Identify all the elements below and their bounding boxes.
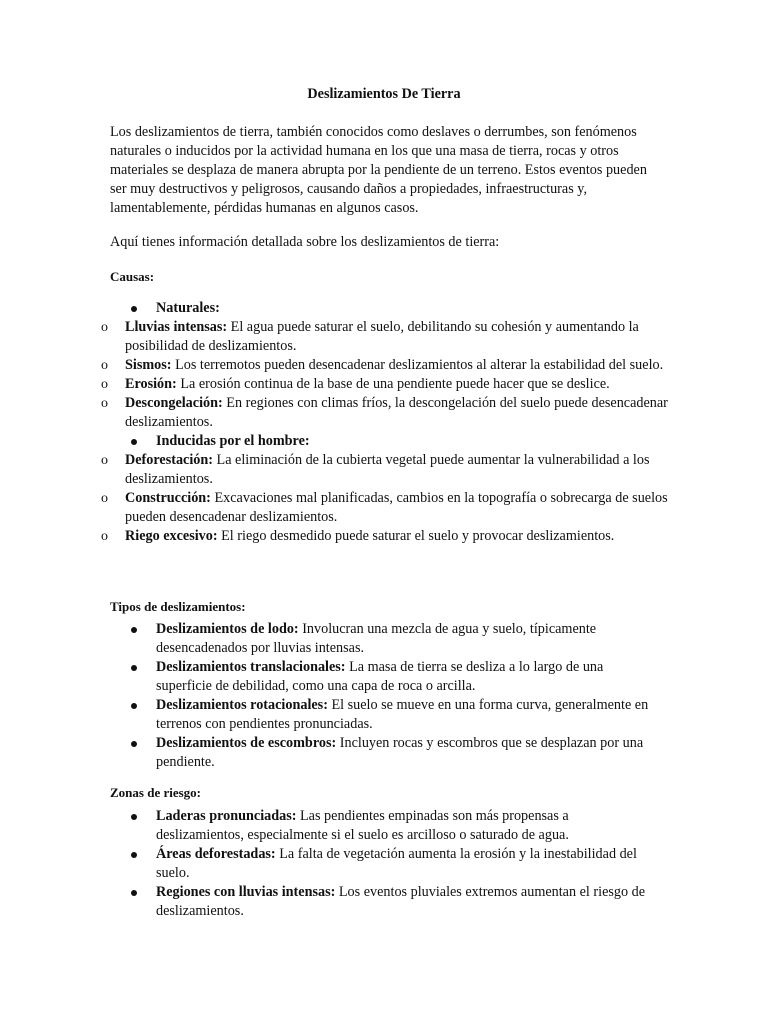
document-title: Deslizamientos De Tierra bbox=[307, 86, 461, 102]
item-term: Deslizamientos translacionales: bbox=[156, 659, 346, 675]
item-text: Las pendientes empinadas son más propensas a deslizamientos, especialmente si el suelo es arcilloso o saturado de agua. bbox=[156, 808, 569, 843]
item-term: Deslizamientos rotacionales: bbox=[156, 697, 328, 713]
bullet-disc-icon bbox=[131, 741, 137, 747]
naturales-label: Naturales: bbox=[156, 300, 220, 316]
list-item bbox=[0, 299, 670, 318]
item-term: Deslizamientos de escombros: bbox=[156, 735, 337, 751]
tipos-list bbox=[0, 620, 660, 772]
item-term: Regiones con lluvias intensas: bbox=[156, 884, 336, 900]
item-term: Lluvias intensas: bbox=[125, 319, 228, 335]
list-item bbox=[0, 432, 670, 451]
item-text: El riego desmedido puede saturar el suelo y provocar deslizamientos. bbox=[217, 528, 615, 544]
list-item bbox=[0, 845, 660, 883]
item-text: Los terremotos pueden desencadenar deslizamientos al alterar la estabilidad del suelo. bbox=[171, 357, 664, 373]
list-item bbox=[0, 734, 660, 772]
item-text: En regiones con climas fríos, la descongelación del suelo puede desencadenar deslizamientos. bbox=[125, 395, 668, 430]
item-term: Riego excesivo: bbox=[125, 528, 218, 544]
list-item bbox=[0, 883, 660, 921]
list-item bbox=[0, 696, 660, 734]
bullet-disc-icon bbox=[131, 665, 137, 671]
bullet-disc-icon bbox=[131, 814, 137, 820]
item-term: Sismos: bbox=[125, 357, 172, 373]
bullet-disc-icon bbox=[131, 852, 137, 858]
causas-heading: Causas: bbox=[110, 269, 155, 284]
item-term: Erosión: bbox=[125, 376, 177, 392]
item-term: Laderas pronunciadas: bbox=[156, 808, 297, 824]
lead-paragraph: Aquí tienes información detallada sobre los deslizamientos de tierra: bbox=[110, 234, 500, 250]
bullet-disc-icon bbox=[131, 890, 137, 896]
bullet-disc-icon bbox=[131, 703, 137, 709]
item-term: Construcción: bbox=[125, 490, 211, 506]
list-item bbox=[0, 318, 670, 356]
item-text: La eliminación de la cubierta vegetal puede aumentar la vulnerabilidad a los deslizamientos. bbox=[125, 452, 650, 487]
item-text: Involucran una mezcla de agua y suelo, típicamente desencadenados por lluvias intensas. bbox=[156, 621, 597, 656]
list-item bbox=[0, 489, 670, 527]
bullet-disc-icon bbox=[131, 627, 137, 633]
bullet-disc-icon bbox=[131, 439, 137, 445]
bullet-circle-icon: o bbox=[101, 377, 108, 392]
bullet-circle-icon: o bbox=[101, 529, 108, 544]
bullet-circle-icon: o bbox=[101, 491, 108, 506]
intro-paragraph: Los deslizamientos de tierra, también conocidos como deslaves o derrumbes, son fenómenos naturales o inducidos por la actividad humana en los que una masa de tierra, rocas y otros materiales se desplaza de manera abrupta por la pendiente de un terreno. Estos eventos pueden ser muy destructivos y peligrosos, causando daños a propiedades, infraestructuras y, lamentablemente, pérdidas humanas en algunos casos. bbox=[110, 124, 647, 216]
list-item bbox=[0, 620, 660, 658]
bullet-disc-icon bbox=[131, 306, 137, 312]
item-term: Áreas deforestadas: bbox=[156, 846, 276, 862]
list-item bbox=[0, 375, 670, 394]
bullet-circle-icon: o bbox=[101, 358, 108, 373]
bullet-circle-icon: o bbox=[101, 396, 108, 411]
item-text: El agua puede saturar el suelo, debilitando su cohesión y aumentando la posibilidad de deslizamientos. bbox=[125, 319, 639, 354]
causas-list bbox=[0, 299, 670, 546]
inducidas-label: Inducidas por el hombre: bbox=[156, 433, 310, 449]
list-item bbox=[0, 394, 670, 432]
list-item bbox=[0, 356, 670, 375]
list-item bbox=[0, 451, 670, 489]
list-item bbox=[0, 807, 660, 845]
zonas-list bbox=[0, 807, 660, 921]
item-text: Los eventos pluviales extremos aumentan el riesgo de deslizamientos. bbox=[156, 884, 646, 919]
zonas-heading: Zonas de riesgo: bbox=[110, 785, 201, 800]
list-item bbox=[0, 658, 660, 696]
tipos-heading: Tipos de deslizamientos: bbox=[110, 599, 246, 614]
item-term: Deforestación: bbox=[125, 452, 213, 468]
item-text: El suelo se mueve en una forma curva, generalmente en terrenos con pendientes pronunciadas. bbox=[156, 697, 649, 732]
item-text: La masa de tierra se desliza a lo largo de una superficie de debilidad, como una capa de roca o arcilla. bbox=[156, 659, 604, 694]
list-item bbox=[0, 527, 670, 546]
bullet-circle-icon: o bbox=[101, 453, 108, 468]
item-term: Deslizamientos de lodo: bbox=[156, 621, 299, 637]
item-text: Incluyen rocas y escombros que se desplazan por una pendiente. bbox=[156, 735, 644, 770]
item-text: Excavaciones mal planificadas, cambios en la topografía o sobrecarga de suelos pueden desencadenar deslizamientos. bbox=[125, 490, 668, 525]
item-text: La erosión continua de la base de una pendiente puede hacer que se deslice. bbox=[176, 376, 610, 392]
item-term: Descongelación: bbox=[125, 395, 223, 411]
bullet-circle-icon: o bbox=[101, 320, 108, 335]
item-text: La falta de vegetación aumenta la erosión y la inestabilidad del suelo. bbox=[156, 846, 637, 881]
